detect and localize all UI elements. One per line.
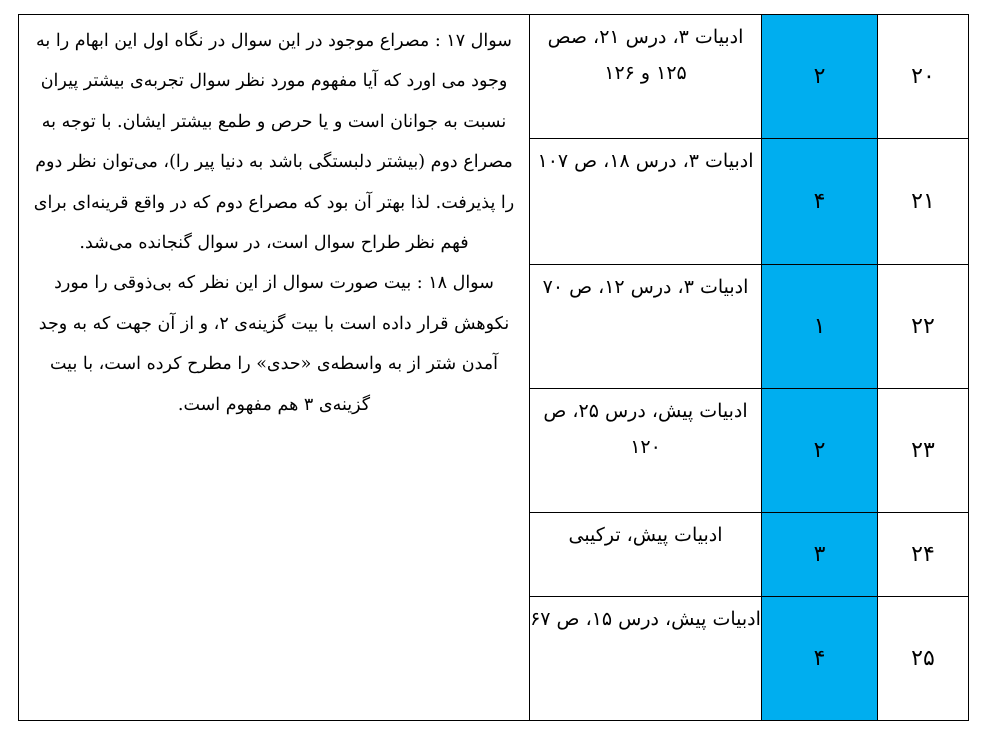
answer-cell [761,264,878,389]
answer-cell [761,596,878,721]
answer-cell [761,512,878,597]
question-number: ۲۲ [911,314,935,339]
source-text: ادبیات پیش، درس ۲۵، ص ۱۲۰ [543,400,748,458]
question-number-cell [877,388,969,513]
answer-cell [761,138,878,265]
question-number-cell [877,138,969,265]
question-number-cell [877,264,969,389]
answer-cell [761,388,878,513]
source-text: ادبیات ۳، درس ۲۱، صص ۱۲۵ و ۱۲۶ [547,26,744,84]
question-number-cell [877,512,969,597]
question-number: ۲۱ [911,189,935,214]
explanation-cell [18,14,530,721]
answer-value: ۴ [813,646,826,671]
source-text: ادبیات پیش، درس ۱۵، ص ۶۷ [530,608,761,630]
source-text: ادبیات ۳، درس ۱۲، ص ۷۰ [542,276,749,298]
source-cell [529,264,762,389]
answer-value: ۲ [813,438,826,463]
source-cell [529,138,762,265]
answer-value: ۲ [813,64,826,89]
question-number-cell [877,596,969,721]
source-text: ادبیات پیش، ترکیبی [568,524,723,546]
explanation-q17: سوال ۱۷ : مصراع موجود در این سوال در نگاه اول این ابهام را به وجود می اورد که آیا مفهوم مورد نظر سوال تجربه‌ی بیشتر پیران نسبت به جوانان است و یا حرص و طمع بیشتر ایشان. با توجه به مصراع دوم (بیشتر دلبستگی باشد به دنیا پیر را)، می‌توان نظر دوم را پذیرفت. لذا بهتر آن بود که مصراع دوم که در واقع قرینه‌ای برای فهم نظر طراح سوال است، در سوال گنجانده می‌شد. [33,31,515,254]
answer-value: ۳ [813,542,826,567]
answer-value: ۴ [813,189,826,214]
explanation-q18: سوال ۱۸ : بیت صورت سوال از این نظر که بی‌ذوقی را مورد نکوهش قرار داده است با بیت گزینه‌ی ۲، و از آن جهت که به وجد آمدن شتر از به واسطه‌ی «حدی» را مطرح کرده است، با بیت گزینه‌ی ۳ هم مفهوم است. [38,273,510,415]
source-cell [529,14,762,139]
question-number-cell [877,14,969,139]
question-number: ۲۵ [911,646,935,671]
question-number: ۲۳ [911,438,935,463]
question-number: ۲۰ [911,64,935,89]
answer-value: ۱ [813,314,826,339]
source-cell [529,388,762,513]
source-cell [529,512,762,597]
source-text: ادبیات ۳، درس ۱۸، ص ۱۰۷ [537,150,754,172]
question-number: ۲۴ [911,542,935,567]
answer-cell [761,14,878,139]
source-cell [529,596,762,721]
